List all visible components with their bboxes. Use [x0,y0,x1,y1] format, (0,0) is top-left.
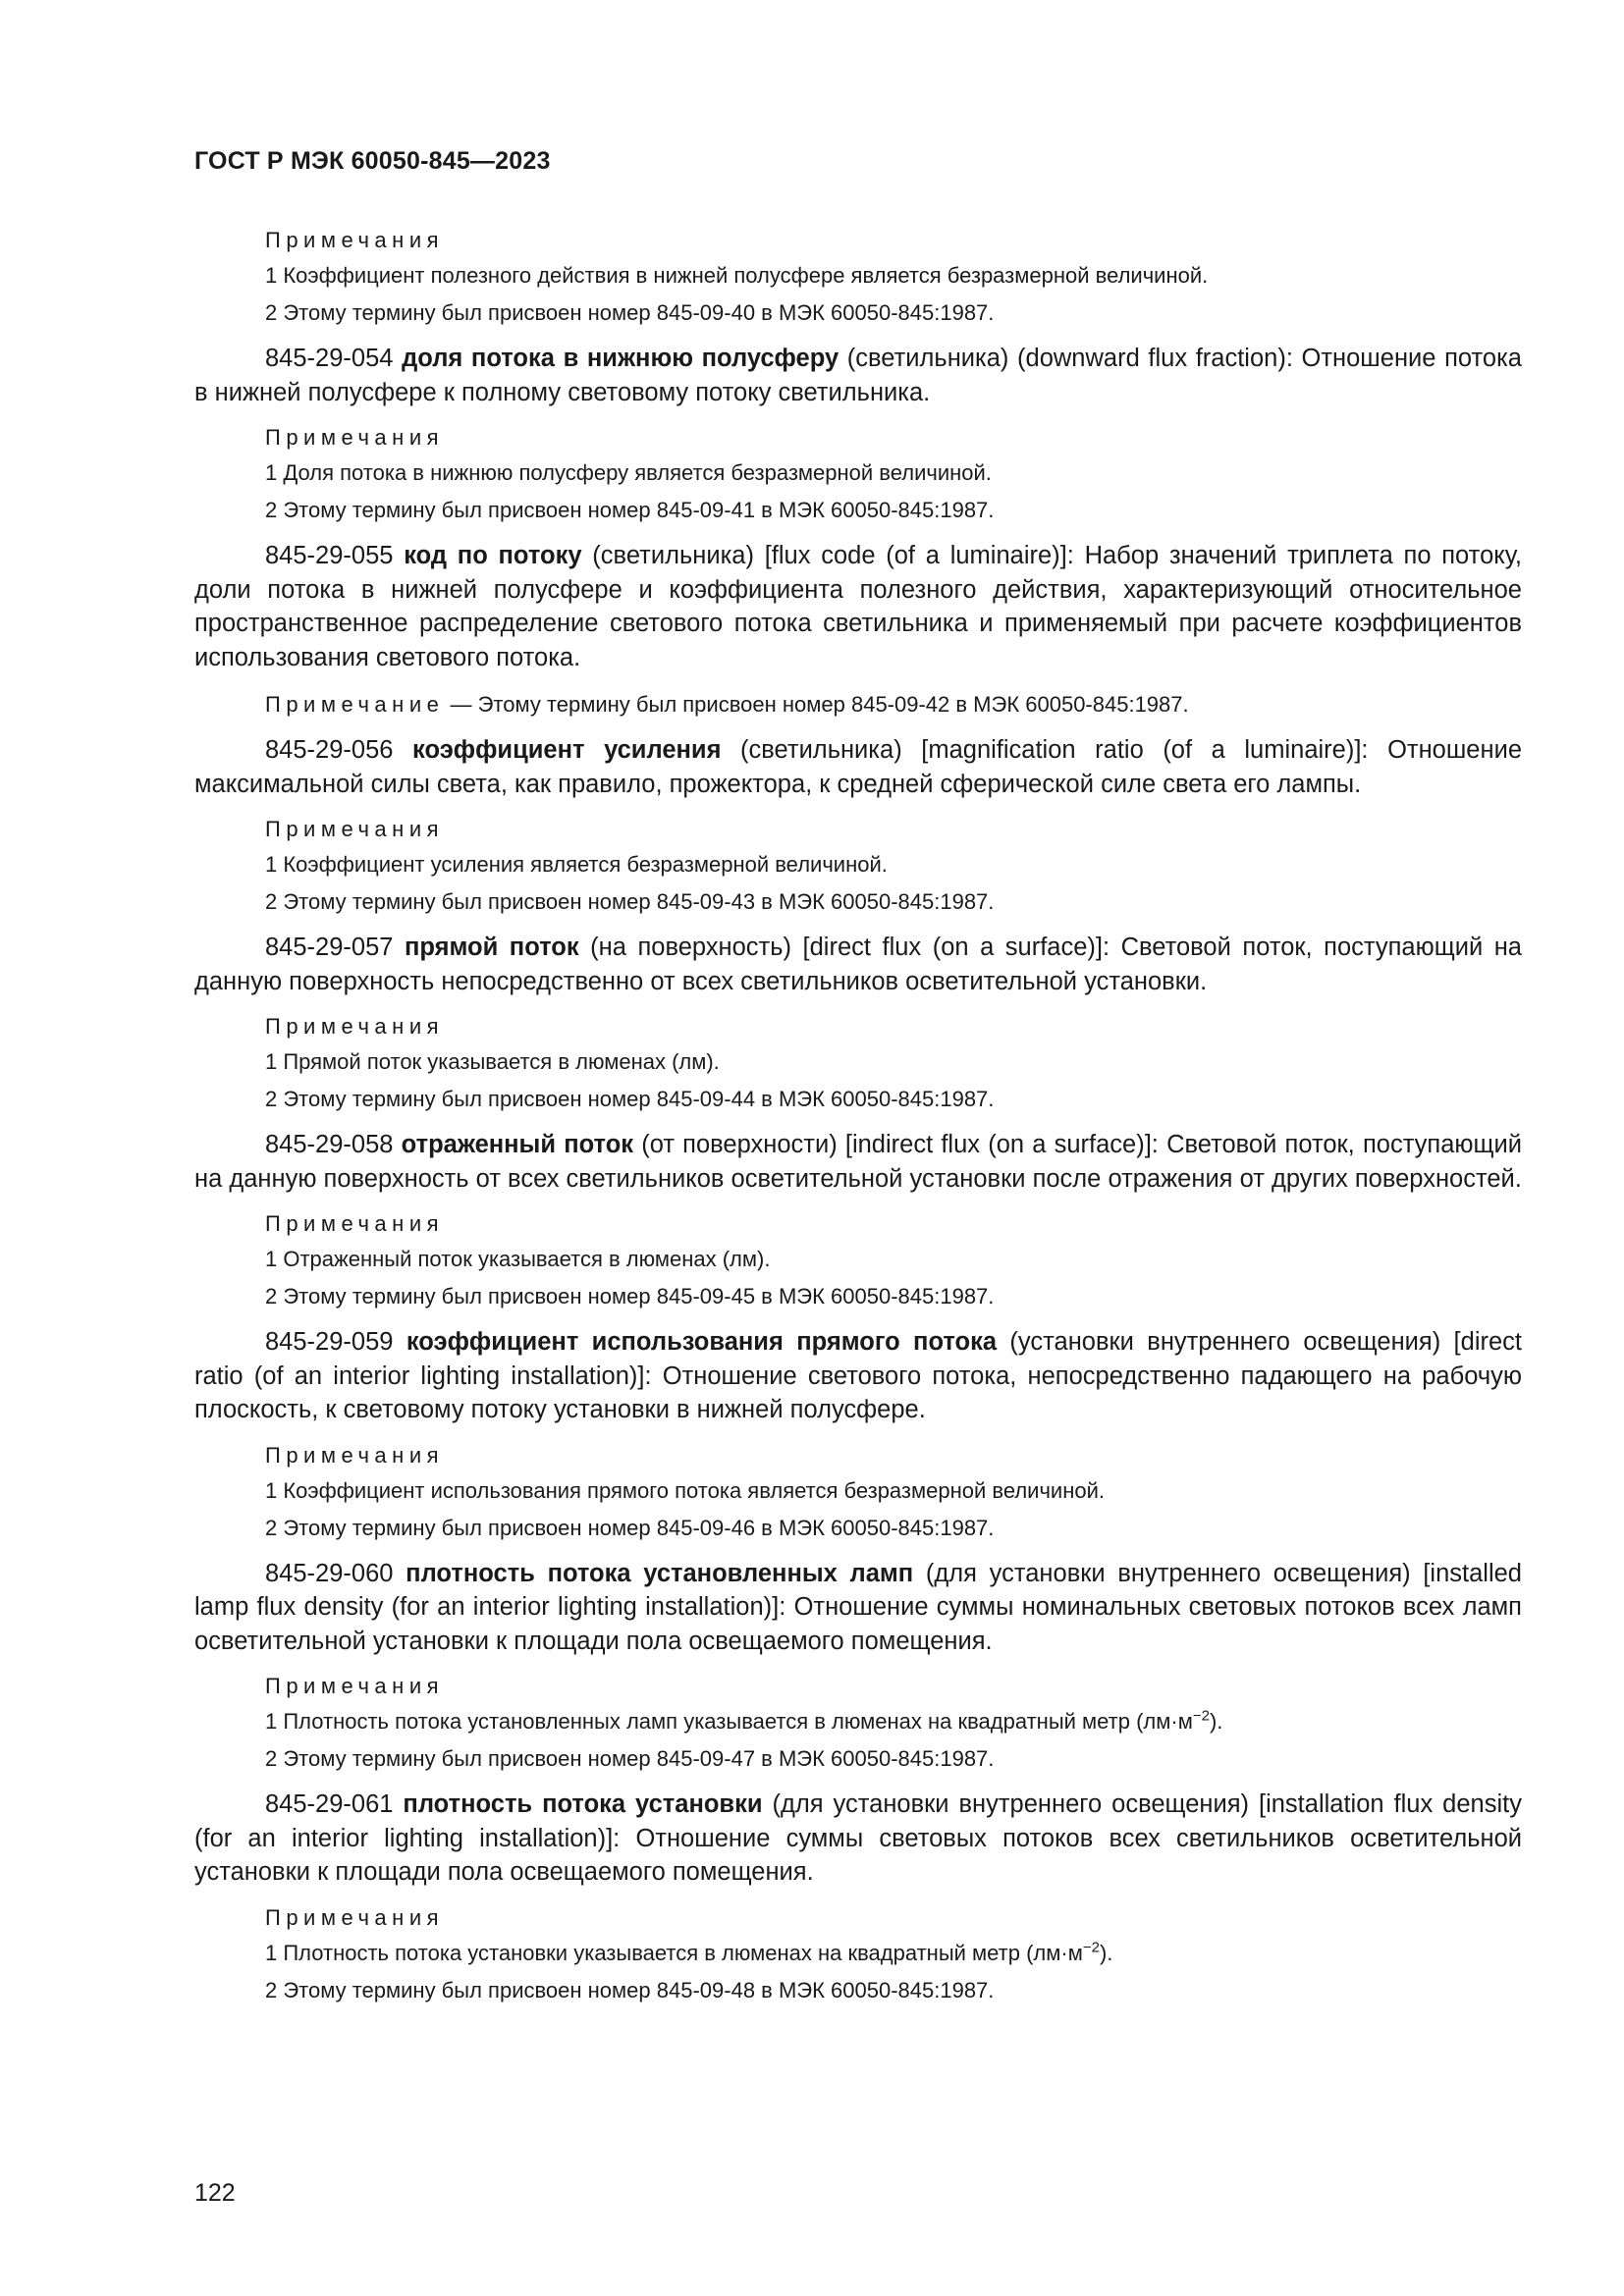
notes-label: Примечания [265,228,445,252]
term-entry-061 [194,1788,1522,1890]
note-text: ). [1209,1709,1223,1734]
term-definition: (от поверхности) [indirect flux (on a surface)]: Световой поток, поступающий на данную поверхность от всех светильников осветительной установки после отражения от других поверхностей. [194,1131,1522,1193]
note-item: 1 Коэффициент использования прямого потока является безразмерной величиной. [265,1477,1105,1503]
term-number: 845-29-058 [265,1131,394,1158]
notes-label: Примечания [265,425,445,450]
term-name: доля потока в нижнюю полусферу [402,345,839,372]
term-name: код по потоку [404,542,582,569]
notes-label: Примечания [265,1904,445,1930]
term-entry-059 [194,1325,1522,1427]
term-definition: (светильника) [magnification ratio (of a luminaire)]: Отношение максимальной силы света, как правило, прожектора, к средней сферической силе света его лампы. [194,736,1522,798]
note-label: Примечание [265,692,445,717]
term-name: коэффициент усиления [412,736,722,764]
notes-group-059 [194,1439,1522,1547]
term-name: отраженный поток [401,1131,634,1158]
note-text: — Этому термину был присвоен номер 845-09-42 в МЭК 60050-845:1987. [444,692,1189,717]
note-item: 1 Отраженный поток указывается в люменах (лм). [265,1247,771,1271]
note-text: ). [1099,1940,1113,1965]
term-name: прямой поток [404,934,579,961]
document-body [194,224,1522,2015]
notes-label: Примечания [265,817,445,841]
term-number: 845-29-057 [265,934,394,961]
notes-group-061 [194,1901,1522,2009]
term-number: 845-29-056 [265,736,394,764]
note-item [265,1703,1522,1740]
notes-label: Примечания [265,1674,445,1698]
note-item: 2 Этому термину был присвоен номер 845-09-40 в МЭК 60050-845:1987. [265,300,995,325]
term-definition: (установки внутреннего освещения) [direct ratio (of an interior lighting installation)]: Отношение светового потока, непосредственно падающего на рабочую плоскость, к световому потоку установки в нижней полусфере. [194,1328,1523,1423]
term-entry-060 [194,1557,1522,1659]
notes-label: Примечания [265,1014,445,1039]
note-text: 1 Плотность потока установленных ламп указывается в люменах на квадратный метр (лм·м [265,1709,1193,1734]
notes-label: Примечания [265,1442,445,1468]
term-entry-056 [194,733,1522,801]
term-number: 845-29-059 [265,1328,394,1356]
note-superscript: −2 [1192,1707,1210,1725]
term-number: 845-29-060 [265,1559,394,1587]
term-name: плотность потока установленных ламп [406,1559,914,1587]
term-entry-057 [194,931,1522,998]
note-item: 2 Этому термину был присвоен номер 845-09-47 в МЭК 60050-845:1987. [265,1746,995,1771]
note-item: 1 Коэффициент полезного действия в нижней полусфере является безразмерной величиной. [265,263,1209,288]
term-number: 845-29-054 [265,345,394,372]
note-item: 2 Этому термину был присвоен номер 845-09-44 в МЭК 60050-845:1987. [265,1087,995,1111]
page-number: 122 [194,2179,236,2207]
term-definition: (для установки внутреннего освещения) [installed lamp flux density (for an interior lighting installation)]: Отношение суммы номинальных световых потоков всех ламп осветительной установки к площади пола освещаемого помещения. [194,1559,1522,1655]
notes-group-058 [194,1207,1522,1315]
term-definition: (светильника) (downward flux fraction): Отношение потока в нижней полусфере к полному световому потоку светильника. [194,345,1522,406]
term-entry-055 [194,539,1522,674]
note-item: 1 Коэффициент усиления является безразмерной величиной. [265,852,888,877]
term-name: коэффициент использования прямого потока [406,1328,998,1356]
term-number: 845-29-055 [265,542,394,569]
notes-group-054 [194,421,1522,529]
note-item: 2 Этому термину был присвоен номер 845-09-48 в МЭК 60050-845:1987. [265,1977,995,2002]
note-text: 1 Плотность потока установки указывается в люменах на квадратный метр (лм·м [265,1940,1083,1965]
term-entry-054 [194,342,1522,409]
term-number: 845-29-061 [265,1790,394,1818]
note-superscript: −2 [1082,1939,1100,1956]
note-item: 1 Доля потока в нижнюю полусферу является безразмерной величиной. [265,460,992,485]
document-header: ГОСТ Р МЭК 60050-845—2023 [194,147,551,175]
term-definition: (для установки внутреннего освещения) [installation flux density (for an interior lighting installation)]: Отношение суммы световых потоков всех светильников осветительной установки к площади пола освещаемого помещения. [194,1790,1522,1886]
notes-group-060 [194,1670,1522,1778]
term-definition: (на поверхность) [direct flux (on a surface)]: Световой поток, поступающий на данную поверхность непосредственно от всех светильников осветительной установки. [194,934,1522,995]
note-item [265,1935,1522,1972]
notes-group-056 [194,813,1522,921]
notes-group-top [194,224,1522,332]
term-name: плотность потока установки [403,1790,763,1818]
notes-group-055 [194,686,1522,723]
note-item: 2 Этому термину был присвоен номер 845-09-41 в МЭК 60050-845:1987. [265,498,995,522]
term-entry-058 [194,1128,1522,1196]
term-definition: (светильника) [flux code (of a luminaire)]: Набор значений триплета по потоку, доли потока в нижней полусфере и коэффициента полезного действия, характеризующий относительное пространственное распределение светового потока светильника и применяемый при расчете коэффициентов использования светового потока. [194,542,1522,671]
note-item: 2 Этому термину был присвоен номер 845-09-43 в МЭК 60050-845:1987. [265,889,995,914]
note-item: 2 Этому термину был присвоен номер 845-09-46 в МЭК 60050-845:1987. [265,1515,995,1540]
note-inline [265,686,1522,723]
notes-group-057 [194,1010,1522,1118]
note-item: 2 Этому термину был присвоен номер 845-09-45 в МЭК 60050-845:1987. [265,1284,995,1308]
notes-label: Примечания [265,1211,445,1236]
note-item: 1 Прямой поток указывается в люменах (лм). [265,1049,720,1074]
